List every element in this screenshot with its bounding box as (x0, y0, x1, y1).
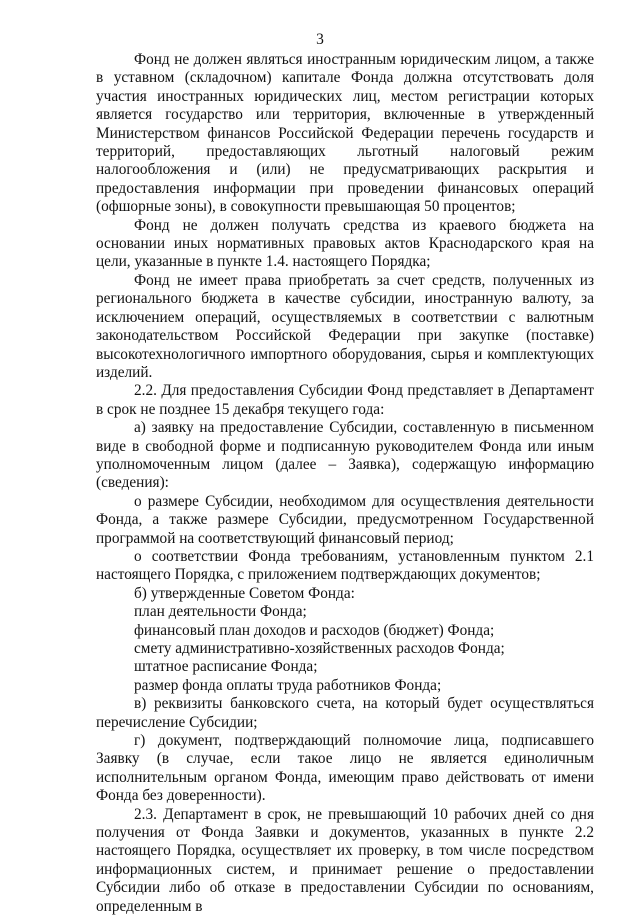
paragraph-item-g: г) документ, подтверждающий полномочие лица, подписавшего Заявку (в случае, если такое лицо не является единоличным исполнительным органом Фонда, имеющим право действовать от имени Фонда без доверенности). (96, 732, 594, 805)
list-item-admin-estimate: смету административно-хозяйственных расходов Фонда; (134, 640, 505, 657)
page-number: 3 (316, 31, 324, 48)
paragraph-regional-budget-restriction: Фонд не должен получать средства из краевого бюджета на основании иных нормативных правовых актов Краснодарского края на цели, указанные в пункте 1.4. настоящего Порядка; (96, 216, 594, 271)
document-body (96, 51, 594, 916)
paragraph-section-2-3: 2.3. Департамент в срок, не превышающий 10 рабочих дней со дня получения от Фонда Заявки и документов, указанных в пункте 2.2 настоящего Порядка, осуществляет их проверку, в том числе посредством информационных систем, и принимает решение о предоставлении Субсидии либо об отказе в предоставлении Субсидии по основаниям, определенным в (96, 805, 594, 915)
list-item-payroll-fund: размер фонда оплаты труда работников Фонда; (134, 676, 442, 694)
paragraph-item-b: б) утвержденные Советом Фонда: (134, 584, 355, 602)
paragraph-item-a: а) заявку на предоставление Субсидии, составленную в письменном виде в свободной форме и подписанную руководителем Фонда или иным уполномоченным лицом (далее – Заявка), содержащую информацию (сведения): (96, 419, 594, 492)
paragraph-offshore-requirement: Фонд не должен являться иностранным юридическим лицом, а также в уставном (складочном) капитале Фонда должна отсутствовать доля участия иностранных юридических лиц, местом регистрации которых является государство или территория, включенные в утвержденный Министерством финансов Российской Федерации перечень государств и территорий, предоставляющих льготный налоговый режим налогообложения и (или) не предусматривающих раскрытия и предоставления информации при проведении финансовых операций (офшорные зоны), в совокупности превышающая 50 процентов; (96, 51, 594, 216)
paragraph-section-2-2: 2.2. Для предоставления Субсидии Фонд представляет в Департамент в срок не позднее 15 декабря текущего года: (96, 382, 594, 418)
list-item-staff-schedule: штатное расписание Фонда; (134, 658, 318, 676)
list-item-financial-plan: финансовый план доходов и расходов (бюджет) Фонда; (134, 621, 495, 639)
paragraph-subsidy-amount: о размере Субсидии, необходимом для осуществления деятельности Фонда, а также размере Субсидии, предусмотренном Государственной программой на соответствующий финансовый период; (96, 492, 594, 547)
paragraph-item-v: в) реквизиты банковского счета, на который будет осуществляться перечисление Субсидии; (96, 695, 594, 731)
paragraph-currency-restriction: Фонд не имеет права приобретать за счет средств, полученных из регионального бюджета в качестве субсидии, иностранную валюту, за исключением операций, осуществляемых в соответствии с валютным законодательством Российской Федерации при закупке (поставке) высокотехнологичного импортного оборудования, сырья и комплектующих изделий. (96, 271, 594, 381)
list-item-activity-plan: план деятельности Фонда; (134, 603, 307, 621)
paragraph-compliance: о соответствии Фонда требованиям, установленным пунктом 2.1 настоящего Порядка, с приложением подтверждающих документов; (96, 547, 594, 584)
